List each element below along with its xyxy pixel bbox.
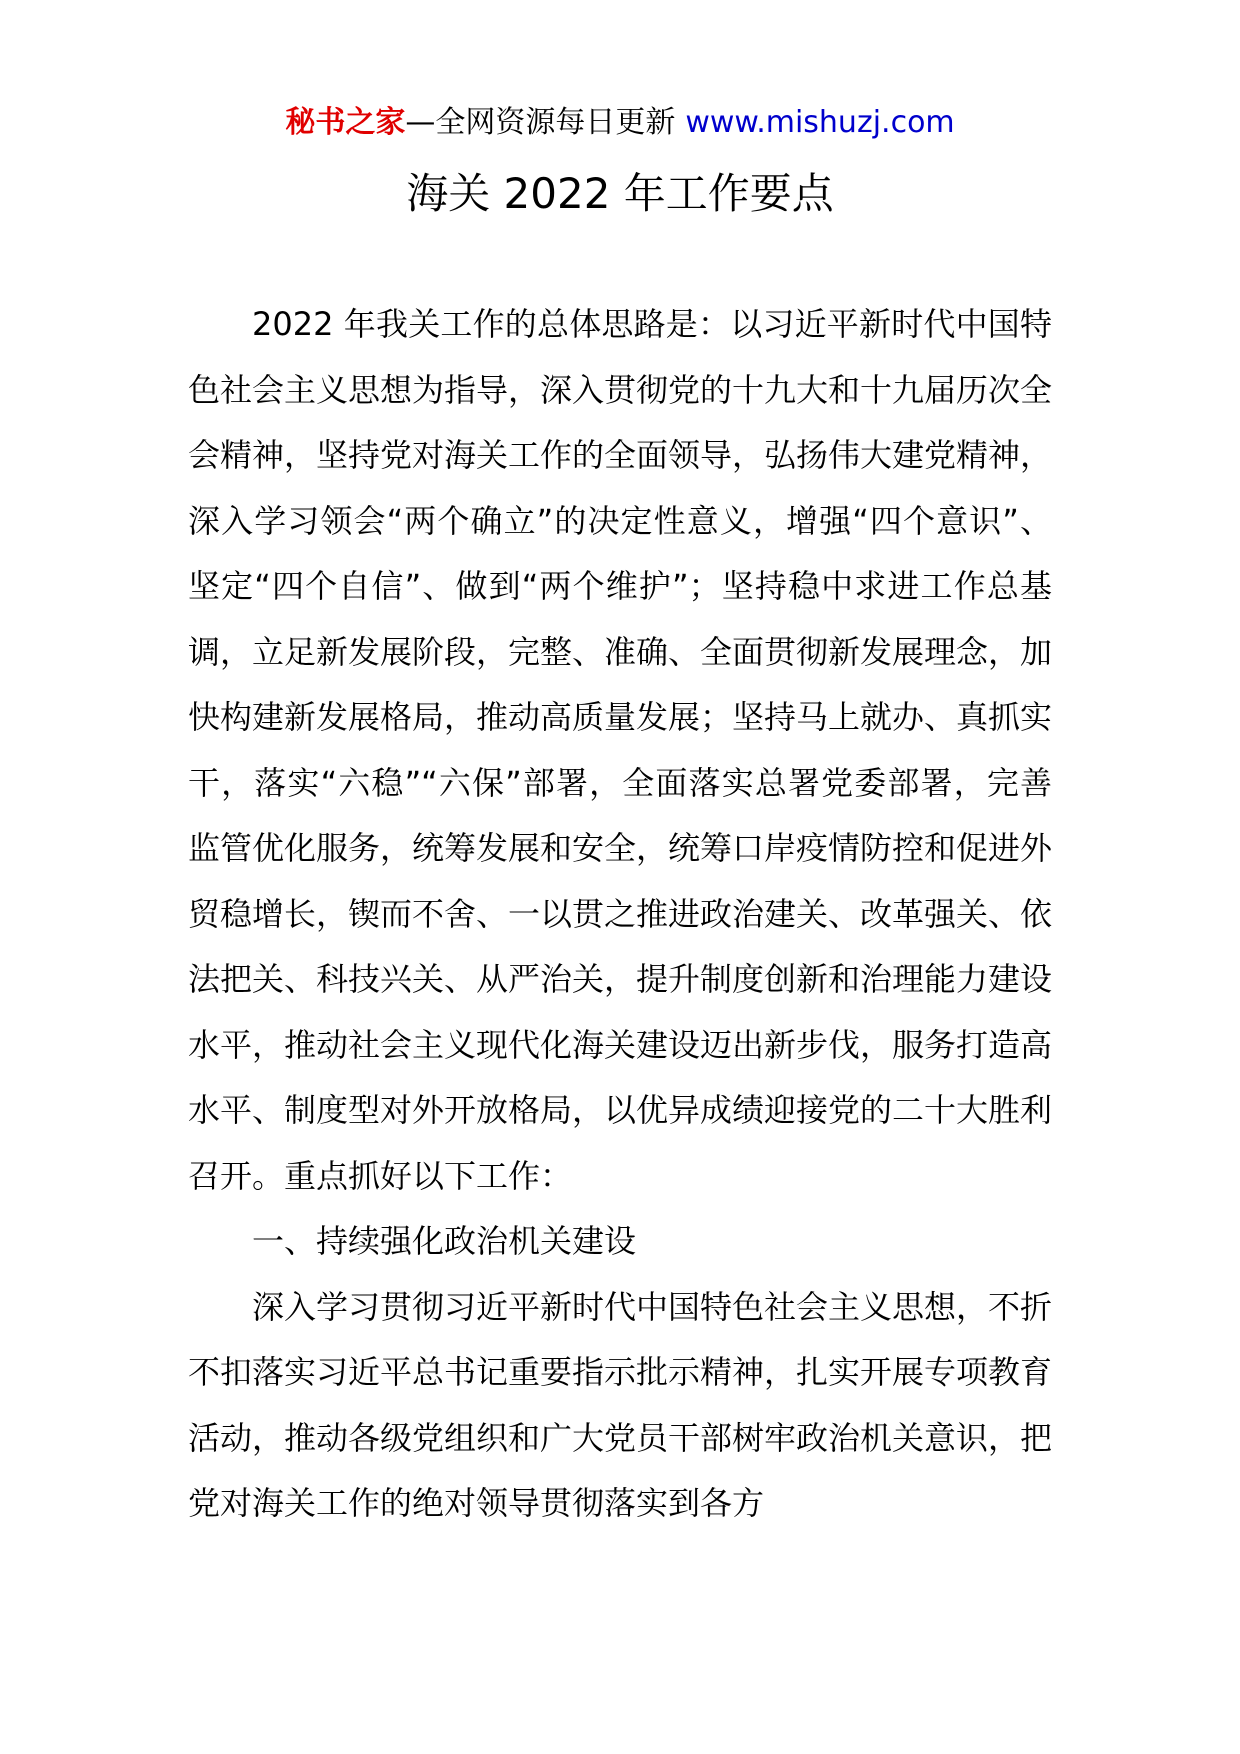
paragraph-overview: 2022 年我关工作的总体思路是：以习近平新时代中国特色社会主义思想为指导，深入贯彻党的十九大和十九届历次全会精神，坚持党对海关工作的全面领导，弘扬伟大建党精神，深入学习领会“两个确立”的决定性意义，增强“四个意识”、坚定“四个自信”、做到“两个维护”；坚持稳中求进工作总基调，立足新发展阶段，完整、准确、全面贯彻新发展理念，加快构建新发展格局，推动高质量发展；坚持马上就办、真抓实干，落实“六稳”“六保”部署，全面落实总署党委部署，完善监管优化服务，统筹发展和安全，统筹口岸疫情防控和促进外贸稳增长，锲而不舍、一以贯之推进政治建关、改革强关、依法把关、科技兴关、从严治关，提升制度创新和治理能力建设水平，推动社会主义现代化海关建设迈出新步伐，服务打造高水平、制度型对外开放格局，以优异成绩迎接党的二十大胜利召开。重点抓好以下工作：: [188, 305, 1053, 1195]
section-heading-1: 一、持续强化政治机关建设: [252, 1222, 637, 1260]
paragraph-section-1: 深入学习贯彻习近平新时代中国特色社会主义思想，不折不扣落实习近平总书记重要指示批示精神，扎实开展专项教育活动，推动各级党组织和广大党员干部树牢政治机关意识，把党对海关工作的绝对领导贯彻落实到各方: [188, 1287, 1053, 1522]
banner-tagline: —全网资源每日更新: [405, 105, 676, 140]
site-banner: [0, 103, 1240, 143]
document-body: [188, 292, 1052, 1537]
document-title: 海关 2022 年工作要点: [406, 169, 834, 218]
banner-url-link[interactable]: www.mishuzj.com: [685, 105, 955, 140]
banner-brand: 秘书之家: [285, 105, 406, 140]
